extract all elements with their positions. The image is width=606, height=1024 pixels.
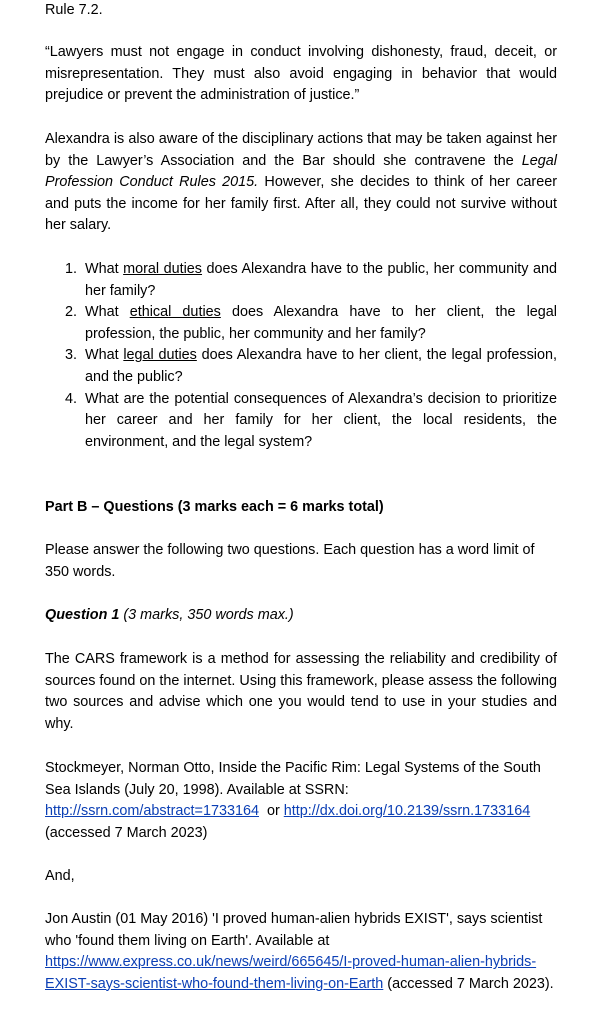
cars-framework-text: The CARS framework is a method for assessing the reliability and credibility of sources found on the internet. Using this framework, please assess the following two sources and advise which one you would tend to use in your studies and why.	[45, 651, 557, 732]
list-item-number: 4.	[65, 390, 78, 407]
express-article-link[interactable]: https://www.express.co.uk/news/weird/665645/I-proved-human-alien-hybrids- EXIST-says-scientist-who-found-them-living-on-Earth	[45, 954, 537, 992]
source-1-accessed: (accessed 7 March 2023)	[45, 824, 208, 841]
list-item: 3. What legal duties does Alexandra have to her client, the legal profession, and the public?	[65, 347, 557, 385]
source-2-text: Jon Austin (01 May 2016) 'I proved human-alien hybrids EXIST', says scientist who 'found them living on Earth'. Available at	[45, 911, 543, 949]
paragraph-text-after: However, she decides to think of her career and puts the income for her family first. After all, they could not survive without her salary.	[45, 174, 558, 234]
list-item-number: 3.	[65, 347, 78, 364]
list-item-number: 1.	[65, 261, 78, 277]
source-1-text: Stockmeyer, Norman Otto, Inside the Pacific Rim: Legal Systems of the South Sea Islands (July 20, 1998). Available at SSRN:	[45, 760, 541, 798]
and-text: And,	[45, 868, 75, 884]
part-b-heading: Part B – Questions (3 marks each = 6 marks total)	[45, 499, 384, 515]
legal-duties-term: legal duties	[123, 347, 197, 364]
rule-quote: “Lawyers must not engage in conduct involving dishonesty, fraud, deceit, or misrepresentation. They must also avoid engaging in behavior that would prejudice or prevent the administration of justice.”	[45, 44, 557, 104]
moral-duties-term: moral duties	[123, 261, 203, 277]
doi-link[interactable]: http://dx.doi.org/10.2139/ssrn.1733164	[283, 803, 531, 820]
source-1-citation	[45, 758, 557, 844]
paragraph-text-before: Alexandra is also aware of the disciplinary actions that may be taken against her by the Lawyer’s Association and the Bar should she contravene the	[45, 131, 557, 169]
legal-profession-rules-title: Legal Profession Conduct Rules 2015.	[45, 152, 557, 191]
list-item: 4. What are the potential consequences of Alexandra’s decision to prioritize her career and her family for her client, the local residents, the environment, and the legal system?	[65, 390, 557, 450]
list-item: 2. What ethical duties does Alexandra have to her client, the legal profession, the public, her community and her family?	[65, 304, 557, 342]
question-1-label: Question 1	[45, 607, 120, 623]
question-1-heading	[45, 605, 557, 627]
questions-list	[63, 259, 557, 453]
part-b-intro: Please answer the following two questions. Each question has a word limit of 350 words.	[45, 542, 535, 580]
or-text: or	[258, 803, 284, 820]
source-2-citation	[45, 909, 557, 995]
list-item: 1. What moral duties does Alexandra have to the public, her community and her family?	[65, 261, 558, 299]
source-2-accessed: (accessed 7 March 2023).	[383, 975, 554, 992]
ethical-duties-term: ethical duties	[129, 304, 221, 321]
ssrn-abstract-link[interactable]: http://ssrn.com/abstract=1733164	[45, 803, 259, 820]
paragraph-disciplinary	[45, 129, 557, 237]
rule-heading: Rule 7.2.	[45, 2, 103, 18]
list-item-number: 2.	[65, 304, 78, 321]
question-1-note: (3 marks, 350 words max.)	[119, 607, 294, 623]
